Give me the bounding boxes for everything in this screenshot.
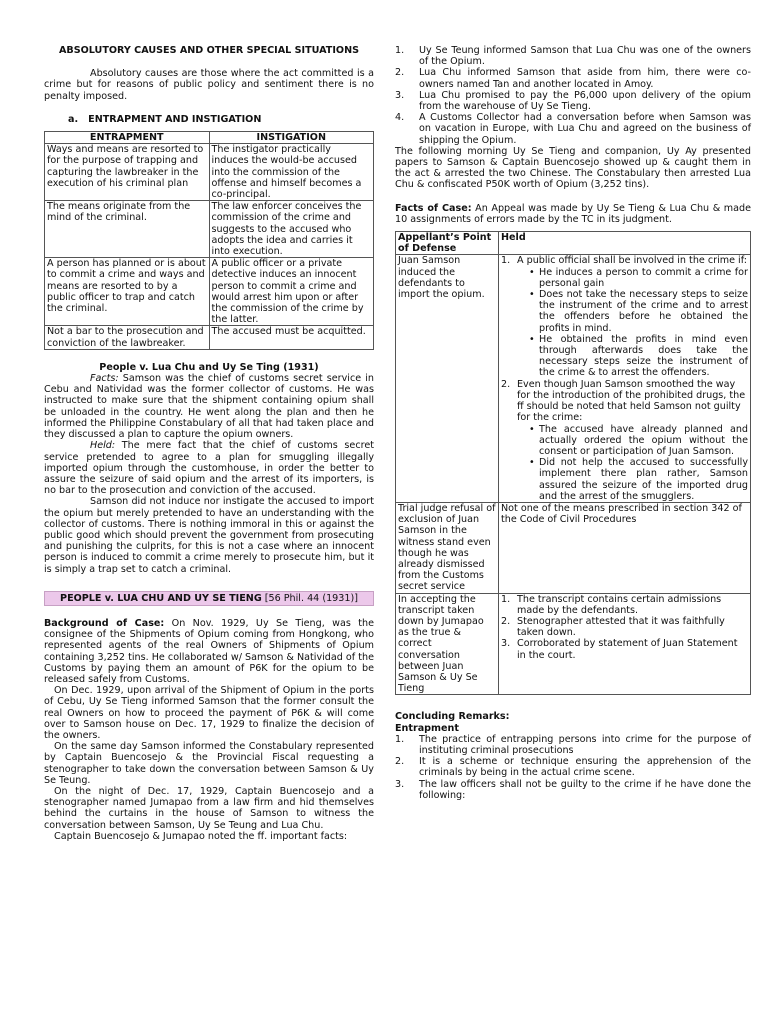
background-paragraph: [44, 618, 374, 685]
background-label: Background of Case:: [44, 617, 165, 629]
table-cell: Juan Samson induced the defendants to import the opium.: [396, 255, 499, 502]
list-item: 1. The practice of entrapping persons into crime for the purpose of instituting criminal prosecutions: [395, 733, 751, 756]
concluding-list: [395, 734, 751, 801]
bullet-item: • The accused have already planned and actually ordered the opium without the consent or participation of Juan Samson.: [529, 423, 748, 457]
table-row: [396, 593, 751, 695]
case-banner-title: PEOPLE v. LUA CHU AND UY SE TIENG: [60, 592, 262, 604]
section-title: ABSOLUTORY CAUSES AND OTHER SPECIAL SITUATIONS: [58, 45, 360, 56]
facts-text: Samson was the chief of customs secret service in Cebu and Natividad was the former collector of customs. He was instructed to make sure that the shipment containing opium shall be unloaded in the country. He went along the plan and then he informed the Philippine Constabulary of all that had taken place and they discussed a plan to capture the opium owners.: [44, 373, 374, 441]
list-item: 2. Lua Chu informed Samson that aside from him, there were co-owners named Tan and another located in Amoy.: [395, 67, 751, 90]
table-cell: In accepting the transcript taken down by Jumapao as the true & correct conversation between Juan Samson & Uy Se Tieng: [396, 593, 499, 695]
table-cell: The instigator practically induces the would-be accused into the commission of the offense and himself becomes a co-principal.: [209, 144, 374, 201]
list-item: 4. A Customs Collector had a conversation before when Samson was on vacation in Europe, with Lua Chu and agreed on the business of shipping the Opium.: [395, 112, 751, 146]
held-paragraph-2: Samson did not induce nor instigate the accused to import the opium but merely pretended to have an understanding with the collector of customs. There is nothing immoral in this or against the public good which should prevent the government from prosecuting and punishing the culprits, for this is not a case where an innocent person is induced to commit a crime merely to prosecute him, but it is simply a trap set to catch a criminal.: [44, 496, 374, 575]
paragraph-noted-facts: Captain Buencosejo & Jumapao noted the ff. important facts:: [54, 830, 348, 842]
defense-held-table: [395, 231, 751, 695]
list-item: 1. The transcript contains certain admissions made by the defendants.: [501, 593, 722, 616]
bullet-item: • Did not help the accused to successfully implement there plan rather, Samson assured the seizure of the imported drug and the arrest of the smugglers.: [529, 457, 748, 502]
table-row: [45, 258, 374, 326]
background-text: On Nov. 1929, Uy Se Tieng, was the consignee of the Shipments of Opium coming from Hongkong, who represented agents of the real Owners of Shipments of Opium containing 3,252 tins. He collaborated w/ Samson & Natividad of the Customs by paying them an amount of P6K for the opium to be released safely from Customs.: [44, 617, 374, 685]
held-text: The mere fact that the chief of customs secret service pretended to agree to a plan for smuggling illegally imported opium through the customhouse, in order the better to assure the seizure of said opium and the arrest of its importers, is no bar to the prosecution and conviction of the accused.: [44, 440, 374, 497]
list-item: 3. The law officers shall not be guilty to the crime if he have done the following:: [395, 778, 751, 801]
table-cell: Not one of the means prescribed in section 342 of the Code of Civil Procedures: [499, 502, 751, 593]
table-header: Appellant’s Point of Defense: [396, 232, 499, 255]
table-cell: [499, 255, 751, 502]
table-cell: [499, 593, 751, 695]
table-row: [45, 144, 374, 201]
concluding-heading: Concluding Remarks:: [395, 711, 510, 723]
facts-paragraph: [44, 373, 374, 440]
paragraph-night: On the night of Dec. 17, 1929, Captain Buencosejo and a stenographer named Jumapao from a law firm and hid themselves behind the curtains in the house of Samson to witness the conversation between Samson, Uy Se Teung and Lua Chu.: [44, 785, 374, 831]
case-title: People v. Lua Chu and Uy Se Ting (1931): [99, 361, 319, 373]
paragraph-same-day: On the same day Samson informed the Constabulary represented by Captain Buencosejo & the Provincial Fiscal requesting a stenographer to take down the conversation between Samson & Uy Se Teung.: [44, 741, 374, 786]
list-item: 2. Even though Juan Samson smoothed the way for the introduction of the prohibited drugs, the ff should be noted that held Samson not guilty for the crime: • The accused have already planned and actually ordered the opium without the consent or participation of Juan Samson. • Did not help the accused to successfully implement there plan rather, Samson assured the seizure of the imported drug and the arrest of the smugglers.: [501, 378, 748, 502]
list-item: 3. Corroborated by statement of Juan Statement in the court.: [501, 638, 738, 661]
table-cell: A public officer or a private detective induces an innocent person to commit a crime and would arrest him upon or after the commission of the crime by the latter.: [209, 258, 374, 326]
list-item: 2. It is a scheme or technique ensuring the apprehension of the criminals by being in the actual crime scene.: [395, 756, 751, 779]
list-item: 1. Uy Se Teung informed Samson that Lua Chu was one of the owners of the Opium.: [395, 45, 751, 68]
bullet-list: [517, 267, 748, 379]
case-citation: [56 Phil. 44 (1931)]: [261, 592, 358, 604]
held-paragraph: [44, 440, 374, 496]
table-row: [396, 255, 751, 502]
list-item: 1. A public official shall be involved in the crime if: • He induces a person to commit a crime for personal gain • Does not take the necessary steps to seize the instrument of the crime and to arrest the offenders before he obtained the profits in mind. • He obtained the profits in mind even through afterwards does take the necessary steps seize the instrument of the crime & to arrest the offenders.: [501, 255, 748, 379]
table-cell: Trial judge refusal of exclusion of Juan Samson in the witness stand even though he was already dismissed from the Customs secret service: [396, 502, 499, 593]
entrapment-subheading: Entrapment: [395, 722, 459, 734]
table-cell: The accused must be acquitted.: [209, 326, 374, 349]
facts-of-case-paragraph: [395, 203, 751, 225]
morning-paragraph: The following morning Uy Se Tieng and companion, Uy Ay presented papers to Samson & Captain Buencosejo showed up & caught them in the act & arrested the two Chinese. The Constabulary then arrested Lua Chu & confiscated P50K worth of Opium (3,252 tins).: [395, 145, 751, 191]
table-cell: Ways and means are resorted to for the purpose of trapping and capturing the lawbreaker in the execution of his criminal plan: [45, 144, 210, 201]
table-row: [45, 326, 374, 349]
bullet-item: • He induces a person to commit a crime for personal gain: [529, 266, 748, 289]
list-item: 2. Stenographer attested that it was faithfully taken down.: [501, 615, 725, 639]
table-row: [396, 502, 751, 593]
entrapment-instigation-table: [44, 131, 374, 350]
table-cell: The means originate from the mind of the criminal.: [45, 201, 210, 258]
table-cell: A person has planned or is about to commit a crime and ways and means are resorted to by a public officer to trap and catch the criminal.: [45, 258, 210, 326]
right-column: [395, 0, 751, 801]
section-a-heading: a. ENTRAPMENT AND INSTIGATION: [68, 113, 262, 125]
table-header: Held: [499, 232, 751, 255]
left-column: [44, 0, 374, 842]
facts-of-case-label: Facts of Case:: [395, 202, 472, 214]
case-banner: [44, 591, 374, 606]
table-header: INSTIGATION: [209, 132, 374, 144]
table-header: ENTRAPMENT: [45, 132, 210, 144]
bullet-list: [517, 424, 748, 502]
table-cell: The law enforcer conceives the commission of the crime and suggests to the accused who adopts the idea and carries it into execution.: [209, 201, 374, 258]
intro-paragraph: Absolutory causes are those where the act committed is a crime but for reasons of public policy and sentiment there is no penalty imposed.: [44, 68, 374, 102]
held-label: Held:: [90, 440, 116, 452]
bullet-item: • He obtained the profits in mind even through afterwards does take the necessary steps seize the instrument of the crime & to arrest the offenders.: [529, 333, 748, 379]
list-item: 3. Lua Chu promised to pay the P6,000 upon delivery of the opium from the warehouse of Uy Se Tieng.: [395, 89, 751, 113]
paragraph-dec-1929: On Dec. 1929, upon arrival of the Shipment of Opium in the ports of Cebu, Uy Se Tieng informed Samson that the former consult the real Owners on how to proceed the payment of P6K & will come over to Samson house on Dec. 17, 1929 to finalize the decision of the owners.: [44, 685, 374, 741]
facts-label: Facts:: [90, 373, 119, 385]
noted-facts-list: [395, 45, 751, 146]
bullet-item: • Does not take the necessary steps to seize the instrument of the crime and to arrest the offenders before he obtained the profits in mind.: [529, 289, 748, 334]
table-row: [45, 201, 374, 258]
table-cell: Not a bar to the prosecution and conviction of the lawbreaker.: [45, 326, 210, 349]
facts-of-case-text: An Appeal was made by Uy Se Tieng & Lua Chu & made 10 assignments of errors made by the TC in its judgment.: [395, 202, 751, 225]
